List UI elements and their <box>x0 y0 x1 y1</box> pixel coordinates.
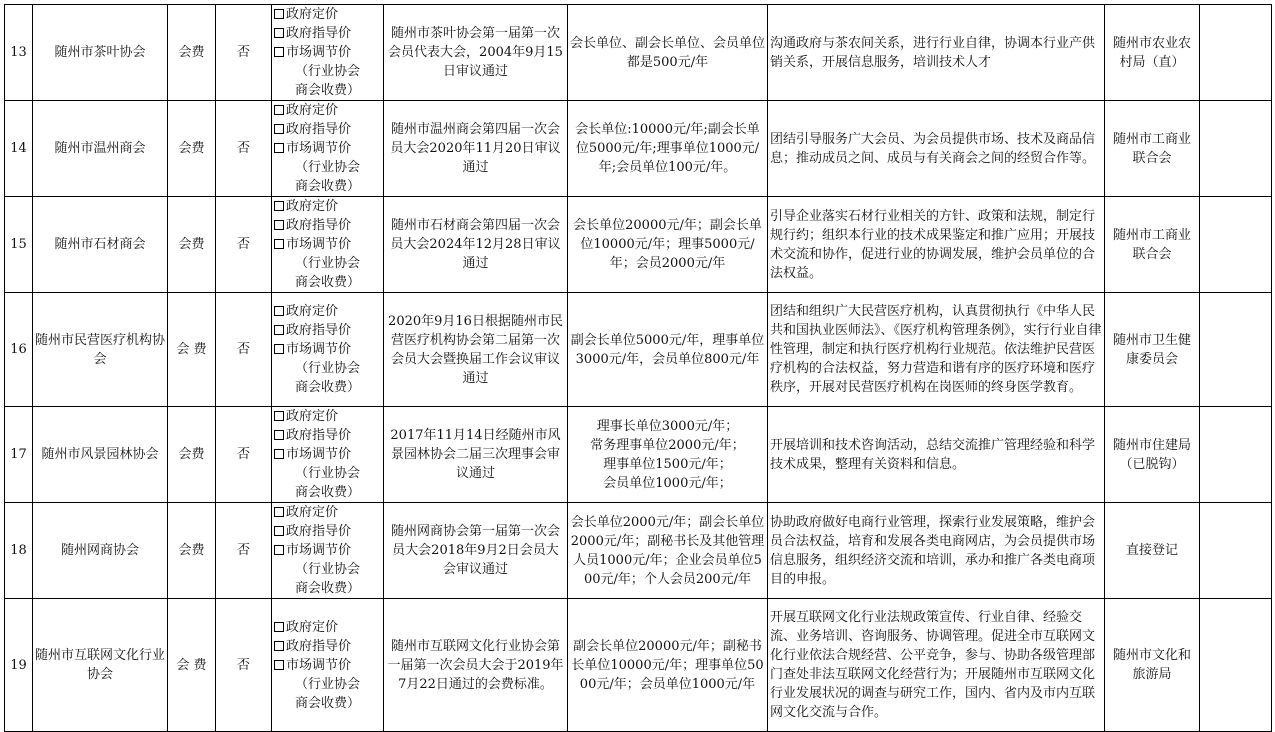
pricing-option[interactable] <box>274 5 381 24</box>
supervising-department: 直接登记 <box>1105 503 1200 599</box>
pricing-options <box>272 293 384 407</box>
checkbox-icon[interactable] <box>274 526 284 536</box>
pricing-option[interactable] <box>274 340 381 359</box>
pricing-option[interactable] <box>274 522 381 541</box>
pricing-option[interactable] <box>274 321 381 340</box>
row-number: 18 <box>5 503 33 599</box>
checkbox-icon[interactable] <box>274 641 284 651</box>
service-scope: 沟通政府与茶农间关系，进行行业自律，协调本行业产供销关系，开展信息服务，培训技术人才 <box>768 5 1105 101</box>
organization-name: 随州市茶叶协会 <box>33 5 168 101</box>
pricing-note: （行业协会 <box>294 64 360 79</box>
remarks-cell <box>1200 101 1272 197</box>
service-scope: 引导企业落实石材行业相关的方针、政策和法规，制定行规行约；组织本行业的技术成果鉴定和推广应用；开展技术交流和协作，促进行业的协调发展，维护会员单位的合法权益。 <box>768 197 1105 293</box>
supervising-department: 随州市文化和旅游局 <box>1105 599 1200 732</box>
service-scope: 开展互联网文化行业法规政策宣传、行业自律、经验交流、业务培训、咨询服务、协调管理。促进全市互联网文化行业依法合规经营、公平竞争，参与、协助各级管理部门查处非法互联网文化经营行为；开展随州市互联网文化行业发展状况的调查与研究工作，国内、省内及市内互联网文化交流与合作。 <box>768 599 1105 732</box>
service-scope: 团结和组织广大民营医疗机构，认真贯彻执行《中华人民共和国执业医师法》、《医疗机构管理条例》，实行行业自律性管理，制定和执行医疗机构行业规范。依法维护民营医疗机构的合法权益，努力营造和谐有序的医疗环境和医疗秩序，开展对民营医疗机构在岗医师的终身医学教育。 <box>768 293 1105 407</box>
pricing-option[interactable] <box>274 503 381 522</box>
pricing-option-label: 市场调节价 <box>286 141 352 156</box>
approval-basis: 2017年11月14日经随州市风景园林协会二届三次理事会审议通过 <box>384 407 568 503</box>
flag-cell: 否 <box>216 503 272 599</box>
fee-standard: 副会长单位5000元/年，理事单位3000元/年，会员单位800元/年 <box>568 293 768 407</box>
pricing-option[interactable] <box>274 426 381 445</box>
table-row <box>5 407 1272 503</box>
pricing-option[interactable] <box>274 216 381 235</box>
pricing-option-label: 政府指导价 <box>286 323 352 338</box>
table-row <box>5 101 1272 197</box>
row-number: 16 <box>5 293 33 407</box>
row-number: 14 <box>5 101 33 197</box>
checkbox-icon[interactable] <box>274 124 284 134</box>
checkbox-icon[interactable] <box>274 105 284 115</box>
fee-type: 会费 <box>168 101 216 197</box>
pricing-options <box>272 407 384 503</box>
supervising-department: 随州市农业农村局（直） <box>1105 5 1200 101</box>
fee-type: 会 费 <box>168 293 216 407</box>
organization-name: 随州市民营医疗机构协会 <box>33 293 168 407</box>
fee-type: 会 费 <box>168 599 216 732</box>
table-row <box>5 197 1272 293</box>
organization-name: 随州市风景园林协会 <box>33 407 168 503</box>
pricing-option-label: 政府指导价 <box>286 638 352 654</box>
remarks-cell <box>1200 503 1272 599</box>
approval-basis: 随州市茶叶协会第一届第一次会员代表大会，2004年9月15日审议通过 <box>384 5 568 101</box>
table-body <box>5 5 1272 732</box>
pricing-option-label: 政府定价 <box>286 7 339 22</box>
pricing-option-label: 市场调节价 <box>286 237 352 252</box>
flag-cell: 否 <box>216 599 272 732</box>
pricing-option-label: 政府定价 <box>286 409 339 424</box>
pricing-option-label: 政府指导价 <box>286 428 352 443</box>
pricing-option-label: 政府指导价 <box>286 122 352 137</box>
pricing-note: 商会收费） <box>294 695 360 711</box>
table-row <box>5 503 1272 599</box>
checkbox-icon[interactable] <box>274 220 284 230</box>
pricing-option[interactable] <box>274 541 381 560</box>
row-number: 19 <box>5 599 33 732</box>
pricing-note: 商会收费） <box>294 83 360 98</box>
checkbox-icon[interactable] <box>274 545 284 555</box>
fee-type: 会费 <box>168 5 216 101</box>
pricing-option-label: 政府指导价 <box>286 524 352 539</box>
pricing-option[interactable] <box>274 120 381 139</box>
pricing-note: （行业协会 <box>294 160 360 175</box>
pricing-option[interactable] <box>274 302 381 321</box>
checkbox-icon[interactable] <box>274 47 284 57</box>
organization-name: 随州网商协会 <box>33 503 168 599</box>
supervising-department: 随州市工商业联合会 <box>1105 197 1200 293</box>
pricing-option[interactable] <box>274 445 381 464</box>
supervising-department: 随州市卫生健康委员会 <box>1105 293 1200 407</box>
checkbox-icon[interactable] <box>274 143 284 153</box>
pricing-note: 商会收费） <box>294 275 360 290</box>
pricing-option[interactable] <box>274 43 381 62</box>
fee-standard: 会长单位、副会长单位、会员单位都是500元/年 <box>568 5 768 101</box>
pricing-option-label: 市场调节价 <box>286 543 352 558</box>
remarks-cell <box>1200 197 1272 293</box>
checkbox-icon[interactable] <box>274 622 284 632</box>
row-number: 13 <box>5 5 33 101</box>
checkbox-icon[interactable] <box>274 411 284 421</box>
fee-type: 会费 <box>168 197 216 293</box>
pricing-note: 商会收费） <box>294 380 360 395</box>
pricing-option-label: 政府指导价 <box>286 218 352 233</box>
pricing-option-label: 市场调节价 <box>286 657 352 673</box>
pricing-option-label: 政府定价 <box>286 199 339 214</box>
service-scope: 协助政府做好电商行业管理，探索行业发展策略，维护会员合法权益，培育和发展各类电商网店，为会员提供市场信息服务，组织经济交流和培训，承办和推广各类电商项目的申报。 <box>768 503 1105 599</box>
pricing-note: （行业协会 <box>294 562 360 577</box>
checkbox-icon[interactable] <box>274 201 284 211</box>
pricing-option[interactable] <box>274 24 381 43</box>
pricing-options <box>272 5 384 101</box>
fee-table <box>4 4 1272 732</box>
pricing-option-label: 市场调节价 <box>286 342 352 357</box>
organization-name: 随州市石材商会 <box>33 197 168 293</box>
pricing-options <box>272 503 384 599</box>
checkbox-icon[interactable] <box>274 430 284 440</box>
checkbox-icon[interactable] <box>274 306 284 316</box>
fee-standard: 副会长单位20000元/年；副秘书长单位10000元/年；理事单位5000元/年；会员单位1000元/年 <box>568 599 768 732</box>
supervising-department: 随州市工商业联合会 <box>1105 101 1200 197</box>
flag-cell: 否 <box>216 197 272 293</box>
checkbox-icon[interactable] <box>274 28 284 38</box>
organization-name: 随州市互联网文化行业协会 <box>33 599 168 732</box>
pricing-option[interactable] <box>274 637 381 656</box>
fee-standard: 会长单位:10000元/年;副会长单位5000元/年;理事单位1000元/年;会员单位100元/年。 <box>568 101 768 197</box>
remarks-cell <box>1200 407 1272 503</box>
fee-type: 会费 <box>168 407 216 503</box>
remarks-cell <box>1200 5 1272 101</box>
pricing-note: （行业协会 <box>294 466 360 481</box>
pricing-option-label: 政府定价 <box>286 304 339 319</box>
pricing-note: 商会收费） <box>294 581 360 596</box>
checkbox-icon[interactable] <box>274 239 284 249</box>
fee-standard <box>568 407 768 503</box>
table-row <box>5 599 1272 732</box>
checkbox-icon[interactable] <box>274 507 284 517</box>
pricing-option-label: 政府定价 <box>286 505 339 520</box>
checkbox-icon[interactable] <box>274 660 284 670</box>
fee-standard-line: 会员单位1000元/年； <box>603 475 732 491</box>
pricing-note: （行业协会 <box>294 676 360 692</box>
pricing-option[interactable] <box>274 139 381 158</box>
pricing-option-label: 市场调节价 <box>286 45 352 60</box>
service-scope: 开展培训和技术咨询活动，总结交流推广管理经验和科学技术成果，整理有关资料和信息。 <box>768 407 1105 503</box>
fee-type: 会费 <box>168 503 216 599</box>
pricing-option-label: 市场调节价 <box>286 447 352 462</box>
pricing-option-label: 政府定价 <box>286 619 339 635</box>
pricing-option[interactable] <box>274 197 381 216</box>
pricing-option[interactable] <box>274 235 381 254</box>
flag-cell: 否 <box>216 407 272 503</box>
pricing-option-label: 政府定价 <box>286 103 339 118</box>
fee-standard-line: 常务理事单位2000元/年； <box>590 437 745 453</box>
pricing-options <box>272 101 384 197</box>
supervising-department: 随州市住建局（已脱钩） <box>1105 407 1200 503</box>
pricing-note: 商会收费） <box>294 485 360 500</box>
pricing-options <box>272 197 384 293</box>
checkbox-icon[interactable] <box>274 325 284 335</box>
checkbox-icon[interactable] <box>274 344 284 354</box>
flag-cell: 否 <box>216 293 272 407</box>
row-number: 17 <box>5 407 33 503</box>
table-row <box>5 5 1272 101</box>
approval-basis: 随州网商协会第一届第一次会员大会2018年9月2日会员大会审议通过 <box>384 503 568 599</box>
organization-name: 随州市温州商会 <box>33 101 168 197</box>
remarks-cell <box>1200 599 1272 732</box>
approval-basis: 随州市石材商会第四届一次会员大会2024年12月28日审议通过 <box>384 197 568 293</box>
pricing-option[interactable] <box>274 656 381 675</box>
pricing-options <box>272 599 384 732</box>
approval-basis: 随州市温州商会第四届一次会员大会2020年11月20日审议通过 <box>384 101 568 197</box>
fee-standard-line: 理事长单位3000元/年； <box>596 418 739 434</box>
approval-basis: 2020年9月16日根据随州市民营医疗机构协会第二届第一次会员大会暨换届工作会议审议通过 <box>384 293 568 407</box>
flag-cell: 否 <box>216 5 272 101</box>
fee-standard-line: 理事单位1500元/年； <box>603 456 732 472</box>
pricing-option[interactable] <box>274 407 381 426</box>
fee-standard: 会长单位20000元/年；副会长单位10000元/年；理事5000元/年；会员2000元/年 <box>568 197 768 293</box>
checkbox-icon[interactable] <box>274 9 284 19</box>
approval-basis: 随州市互联网文化行业协会第一届第一次会员大会于2019年7月22日通过的会费标准。 <box>384 599 568 732</box>
pricing-option-label: 政府指导价 <box>286 26 352 41</box>
pricing-note: （行业协会 <box>294 361 360 376</box>
pricing-option[interactable] <box>274 618 381 637</box>
row-number: 15 <box>5 197 33 293</box>
pricing-option[interactable] <box>274 101 381 120</box>
pricing-note: （行业协会 <box>294 256 360 271</box>
pricing-note: 商会收费） <box>294 179 360 194</box>
checkbox-icon[interactable] <box>274 449 284 459</box>
remarks-cell <box>1200 293 1272 407</box>
table-row <box>5 293 1272 407</box>
flag-cell: 否 <box>216 101 272 197</box>
fee-standard: 会长单位2000元/年；副会长单位2000元/年；副秘书长及其他管理人员1000元/年；企业会员单位500元/年；个人会员200元/年 <box>568 503 768 599</box>
service-scope: 团结引导服务广大会员、为会员提供市场、技术及商品信息；推动成员之间、成员与有关商会之间的经贸合作等。 <box>768 101 1105 197</box>
